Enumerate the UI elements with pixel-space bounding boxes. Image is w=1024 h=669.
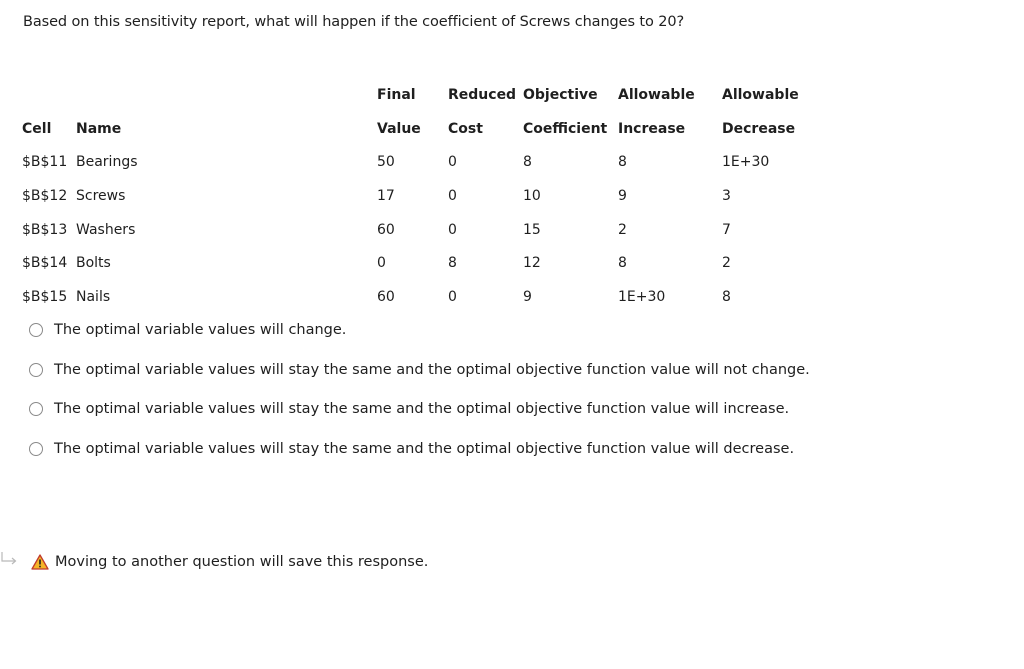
radio-button[interactable] <box>29 402 43 416</box>
option-label: The optimal variable values will stay the same and the optimal objective function value will increase. <box>54 401 790 418</box>
table-cell: 3 <box>722 187 731 204</box>
header-cell: Objective <box>523 86 598 103</box>
warning-icon <box>31 554 49 570</box>
question-text: Based on this sensitivity report, what will happen if the coefficient of Screws changes to 20? <box>23 14 685 30</box>
header-cell: Increase <box>618 120 686 137</box>
table-cell: 10 <box>523 187 541 204</box>
table-cell: 8 <box>448 255 457 272</box>
table-cell: 17 <box>377 187 395 204</box>
header-cell: Cell <box>22 120 52 137</box>
table-header-row <box>22 112 812 146</box>
table-cell: Washers <box>76 221 136 238</box>
table-row <box>22 179 812 213</box>
header-cell: Allowable <box>722 86 799 103</box>
table-cell: 12 <box>523 255 541 272</box>
header-cell: Decrease <box>722 120 796 137</box>
header-cell <box>22 78 76 112</box>
header-cell <box>76 78 377 112</box>
header-cell: Cost <box>448 120 483 137</box>
table-cell: Bearings <box>76 154 138 171</box>
table-cell: 0 <box>377 255 386 272</box>
table-cell: $B$13 <box>22 221 68 238</box>
table-row <box>22 280 812 314</box>
radio-button[interactable] <box>29 442 43 456</box>
table-cell: $B$15 <box>22 288 68 305</box>
table-cell: 0 <box>448 288 457 305</box>
header-cell: Final <box>377 86 416 103</box>
table-cell: 15 <box>523 221 541 238</box>
return-arrow-icon <box>0 550 22 574</box>
table-cell: Screws <box>76 187 126 204</box>
header-cell: Coefficient <box>523 120 608 137</box>
sensitivity-report-table <box>22 78 812 314</box>
table-cell: Bolts <box>76 255 111 272</box>
answer-option-2[interactable] <box>29 358 810 382</box>
save-notice <box>31 554 428 570</box>
option-label: The optimal variable values will stay the same and the optimal objective function value will decrease. <box>54 441 795 458</box>
radio-button[interactable] <box>29 323 43 337</box>
table-cell: $B$12 <box>22 187 68 204</box>
table-row <box>22 145 812 179</box>
table-cell: 2 <box>618 221 627 238</box>
answer-options <box>29 318 810 477</box>
option-label: The optimal variable values will stay the same and the optimal objective function value will not change. <box>54 361 810 378</box>
table-cell: 0 <box>448 154 457 171</box>
table-cell: 8 <box>618 154 627 171</box>
table-cell: 8 <box>722 288 731 305</box>
table-cell: 8 <box>618 255 627 272</box>
table-cell: 0 <box>448 221 457 238</box>
table-cell: 60 <box>377 221 395 238</box>
table-cell: 9 <box>523 288 532 305</box>
answer-option-3[interactable] <box>29 397 810 421</box>
table-cell: 0 <box>448 187 457 204</box>
table-row <box>22 213 812 247</box>
radio-button[interactable] <box>29 363 43 377</box>
table-header-row <box>22 78 812 112</box>
table-cell: 60 <box>377 288 395 305</box>
answer-option-4[interactable] <box>29 437 810 461</box>
answer-option-1[interactable] <box>29 318 810 342</box>
table-cell: $B$11 <box>22 154 68 171</box>
table-cell: 1E+30 <box>618 288 666 305</box>
table-cell: 9 <box>618 187 627 204</box>
table-cell: 50 <box>377 154 395 171</box>
option-label: The optimal variable values will change. <box>54 322 347 338</box>
header-cell: Name <box>76 120 122 137</box>
table-cell: 1E+30 <box>722 154 770 171</box>
table-row <box>22 246 812 280</box>
header-cell: Reduced <box>448 86 517 103</box>
table-cell: 7 <box>722 221 731 238</box>
notice-text: Moving to another question will save this response. <box>55 554 429 570</box>
table-cell: 2 <box>722 255 731 272</box>
table-cell: Nails <box>76 288 111 305</box>
table-cell: $B$14 <box>22 255 68 272</box>
header-cell: Value <box>377 120 421 137</box>
header-cell: Allowable <box>618 86 695 103</box>
table-cell: 8 <box>523 154 532 171</box>
